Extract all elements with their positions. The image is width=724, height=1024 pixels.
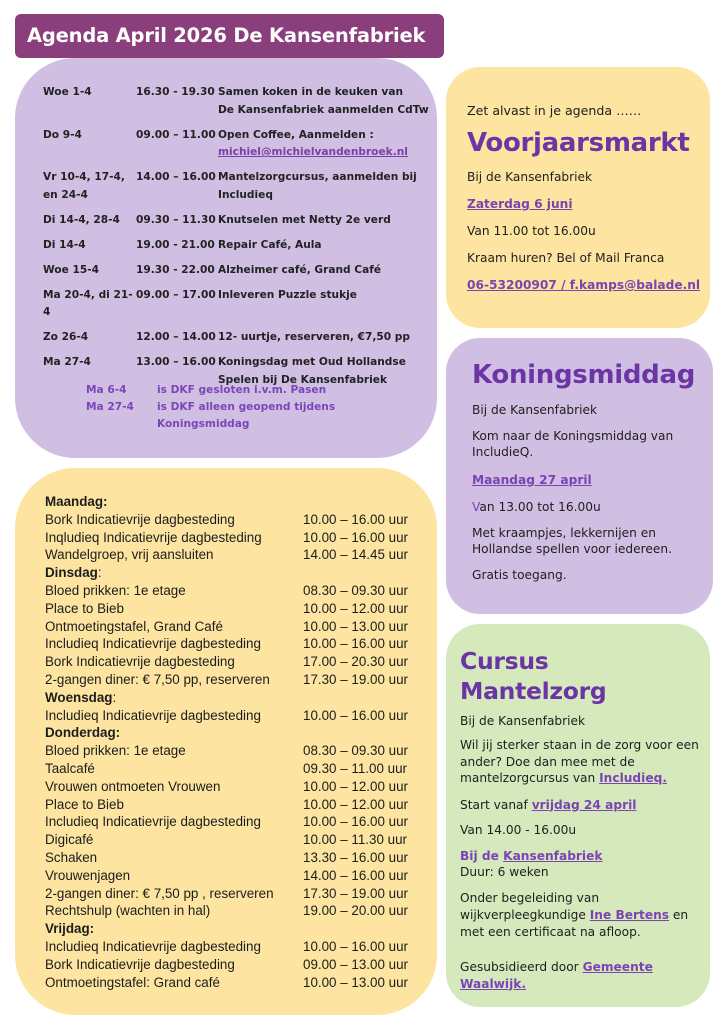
weekly-activity: Rechtshulp (wachten in hal) <box>45 903 211 919</box>
cursus-start-prefix: Start vanaf <box>460 797 532 812</box>
cursus-title: Cursus Mantelzorg <box>460 647 607 705</box>
weekly-time: 10.00 – 16.00 uur <box>303 707 408 723</box>
agenda-row <box>43 84 433 119</box>
weekly-time: 08.30 – 09.30 uur <box>303 743 408 759</box>
weekly-activity: Vrouwen ontmoeten Vrouwen <box>45 778 221 794</box>
weekly-row <box>45 742 415 760</box>
agenda-row <box>43 287 433 322</box>
cursus-subsidy <box>460 959 700 993</box>
cursus-guidance-suffix: en met een certificaat na afloop. <box>460 907 689 939</box>
weekly-activity: Bork Indicatievrije dagbesteding <box>45 956 235 972</box>
weekly-day-suffix: : <box>112 689 117 705</box>
weekly-row <box>45 582 415 600</box>
note-text: is DKF gesloten i.v.m. Pasen <box>157 384 327 396</box>
weekly-day-heading <box>45 493 415 511</box>
weekly-time: 08.30 – 09.30 uur <box>303 582 408 598</box>
agenda-time: 19.00 - 21.00 <box>136 238 215 251</box>
weekly-activity: 2-gangen diner: € 7,50 pp , reserveren <box>45 885 274 901</box>
koning-free: Gratis toegang. <box>472 568 567 582</box>
koning-location: Bij de Kansenfabriek <box>472 403 598 417</box>
agenda-desc: 12- uurtje, reserveren, €7,50 pp <box>218 331 410 343</box>
page-title: Agenda April 2026 De Kansenfabriek <box>15 14 444 58</box>
agenda-time: 09.00 – 11.00 <box>136 128 216 141</box>
agenda-desc-line: Koningsdag met Oud Hollandse <box>218 356 406 368</box>
weekly-activity: Taalcafé <box>45 760 95 776</box>
weekly-activity: Digicafé <box>45 832 94 848</box>
agenda-notes <box>86 382 416 433</box>
note-text <box>157 399 335 433</box>
agenda-row <box>43 329 433 347</box>
weekly-row <box>45 635 415 653</box>
koning-content <box>472 358 707 582</box>
cursus-subsidy-prefix: Gesubsidieerd door <box>460 959 583 974</box>
weekly-row <box>45 671 415 689</box>
agenda-date: Woe 15-4 <box>43 263 99 276</box>
agenda-note <box>86 382 416 399</box>
agenda-desc-line: Open Coffee, Aanmelden : <box>218 128 374 141</box>
weekly-time: 10.00 – 13.00 uur <box>303 618 408 634</box>
agenda-desc: Alzheimer café, Grand Café <box>218 263 382 276</box>
weekly-row <box>45 813 415 831</box>
agenda-date <box>43 169 136 204</box>
weekly-time: 17.00 – 20.30 uur <box>303 654 408 670</box>
weekly-row <box>45 867 415 885</box>
weekly-row <box>45 956 415 974</box>
weekly-row <box>45 618 415 636</box>
agenda-desc-line: Samen koken in de keuken van <box>218 86 404 98</box>
market-rent: Kraam huren? Bel of Mail Franca <box>467 251 665 265</box>
weekly-day-name: Donderdag: <box>45 725 121 741</box>
weekly-row <box>45 529 415 547</box>
agenda-desc: Knutselen met Netty 2e verd <box>218 213 391 226</box>
weekly-row <box>45 600 415 618</box>
agenda-time: 13.00 – 16.00 <box>136 356 216 368</box>
weekly-row <box>45 653 415 671</box>
weekly-row <box>45 707 415 725</box>
cursus-question-text: Wil jij sterker staan in de zorg voor een ander? Doe dan mee met de mantelzorgcursus van <box>460 738 699 785</box>
ine-bertens-link[interactable]: Ine Bertens <box>589 907 670 922</box>
agenda-panel <box>15 58 437 458</box>
weekly-activity: Place to Bieb <box>45 600 124 616</box>
weekly-time: 17.30 – 19.00 uur <box>303 885 408 901</box>
weekly-time: 19.00 – 20.00 uur <box>303 903 408 919</box>
agenda-date: Zo 26-4 <box>43 331 89 343</box>
weekly-time: 09.00 – 13.00 uur <box>303 956 408 972</box>
agenda-date-line: en 24-4 <box>43 188 88 201</box>
weekly-activity: Bork Indicatievrije dagbesteding <box>45 511 235 527</box>
agenda-time: 16.30 - 19.30 <box>136 86 215 98</box>
weekly-day-suffix: : <box>97 565 102 581</box>
weekly-row <box>45 974 415 992</box>
weekly-day-heading <box>45 724 415 742</box>
weekly-row <box>45 849 415 867</box>
agenda-date: Do 9-4 <box>43 128 82 141</box>
koning-hours-rest: an 13.00 tot 16.00u <box>479 500 601 514</box>
weekly-time: 10.00 – 12.00 uur <box>303 600 408 616</box>
agenda-time: 09.30 – 11.30 <box>136 213 216 226</box>
weekly-activity: Bloed prikken: 1e etage <box>45 743 186 759</box>
agenda-date: Woe 1-4 <box>43 86 92 98</box>
agenda-desc-line: Mantelzorgcursus, aanmelden bij <box>218 171 417 183</box>
weekly-row <box>45 778 415 796</box>
market-content <box>467 103 707 292</box>
agenda-row <box>43 127 433 162</box>
weekly-day-name: Dinsdag <box>45 565 98 581</box>
weekly-activity: Schaken <box>45 849 98 865</box>
cursus-start-link[interactable]: vrijdag 24 april <box>531 797 637 812</box>
weekly-row <box>45 546 415 564</box>
agenda-time: 14.00 – 16.00 <box>136 171 216 183</box>
weekly-day-heading <box>45 564 415 582</box>
weekly-time: 10.00 – 16.00 uur <box>303 636 408 652</box>
weekly-time: 17.30 – 19.00 uur <box>303 671 408 687</box>
market-contact-link[interactable]: 06-53200907 / f.kamps@balade.nl <box>467 278 701 292</box>
agenda-time: 09.00 – 17.00 <box>136 288 216 301</box>
agenda-desc-line: De Kansenfabriek aanmelden CdTw <box>218 103 429 116</box>
market-title: Voorjaarsmarkt <box>467 128 690 158</box>
agenda-row <box>43 212 433 230</box>
weekly-time: 10.00 – 13.00 uur <box>303 974 408 990</box>
weekly-activity: Bloed prikken: 1e etage <box>45 582 186 598</box>
weekly-activity: Inqludieq Indicatievrije dagbesteding <box>45 529 262 545</box>
cursus-panel <box>446 624 710 1007</box>
cursus-place <box>460 849 700 863</box>
note-date: Ma 6-4 <box>86 384 127 396</box>
weekly-activity: Includieq Indicatievrije dagbesteding <box>45 938 261 954</box>
gemeente-waalwijk-link[interactable]: Gemeente Waalwijk. <box>460 959 653 991</box>
cursus-guidance <box>460 890 700 941</box>
cursus-duration: Duur: 6 weken <box>460 864 549 879</box>
koning-invite: Kom naar de Koningsmiddag van IncludieQ. <box>472 429 674 459</box>
weekly-time: 13.30 – 16.00 uur <box>303 849 408 865</box>
weekly-time: 10.00 – 16.00 uur <box>303 529 408 545</box>
cursus-location: Bij de Kansenfabriek <box>460 714 586 728</box>
agenda-row <box>43 169 433 204</box>
weekly-row <box>45 938 415 956</box>
agenda-desc <box>218 84 433 119</box>
market-date-link[interactable]: Zaterdag 6 juni <box>467 197 573 211</box>
koning-panel <box>446 338 713 614</box>
agenda-row <box>43 262 433 280</box>
cursus-start <box>460 798 700 812</box>
weekly-activity: Vrouwenjagen <box>45 867 131 883</box>
weekly-activity: 2-gangen diner: € 7,50 pp, reserveren <box>45 671 270 687</box>
agenda-date: Ma 20-4, di 21-4 <box>43 288 133 318</box>
cursus-content <box>460 646 700 993</box>
cursus-guidance-prefix: Onder begeleiding van wijkverpleegkundige <box>460 890 600 922</box>
agenda-time: 19.30 - 22.00 <box>136 263 215 276</box>
weekly-row <box>45 902 415 920</box>
agenda-date: Ma 27-4 <box>43 356 91 368</box>
cursus-question <box>460 737 700 787</box>
weekly-schedule <box>45 493 415 991</box>
weekly-activity: Bork Indicatievrije dagbesteding <box>45 654 235 670</box>
agenda-desc <box>218 169 433 204</box>
weekly-activity: Wandelgroep, vrij aansluiten <box>45 547 214 563</box>
weekly-panel <box>15 468 437 1015</box>
includieq-link[interactable]: Includieq. <box>599 771 667 785</box>
koning-title: Koningsmiddag <box>472 360 696 390</box>
weekly-activity: Place to Bieb <box>45 796 124 812</box>
weekly-time: 10.00 – 16.00 uur <box>303 814 408 830</box>
weekly-time: 10.00 – 12.00 uur <box>303 778 408 794</box>
weekly-row <box>45 760 415 778</box>
agenda-desc-line: Spelen bij De Kansenfabriek <box>218 373 388 386</box>
market-location: Bij de Kansenfabriek <box>467 170 593 184</box>
weekly-day-name: Maandag: <box>45 494 108 509</box>
weekly-activity: Ontmoetingstafel: Grand café <box>45 974 220 990</box>
agenda-date: Di 14-4 <box>43 238 86 251</box>
weekly-row <box>45 796 415 814</box>
weekly-activity: Includieq Indicatievrije dagbesteding <box>45 636 261 652</box>
weekly-time: 09.30 – 11.00 uur <box>303 760 407 776</box>
weekly-activity: Ontmoetingstafel, Grand Café <box>45 618 223 634</box>
email-link-michiel[interactable]: michiel@michielvandenbroek.nl <box>218 146 408 158</box>
weekly-time: 10.00 – 16.00 uur <box>303 938 408 954</box>
note-text-line: Koningsmiddag <box>157 418 250 430</box>
agenda-table <box>43 84 433 397</box>
cursus-place-prefix: Bij de <box>460 848 504 863</box>
weekly-time: 10.00 – 12.00 uur <box>303 796 408 812</box>
note-text-line: is DKF alleen geopend tijdens <box>157 401 336 413</box>
weekly-row <box>45 511 415 529</box>
note-date: Ma 27-4 <box>86 401 134 413</box>
market-panel <box>446 67 710 328</box>
koning-date-link[interactable]: Maandag 27 april <box>472 473 592 487</box>
weekly-time: 10.00 – 16.00 uur <box>303 511 408 527</box>
weekly-time: 10.00 – 11.30 uur <box>303 832 407 848</box>
weekly-time: 14.00 – 16.00 uur <box>303 867 408 883</box>
weekly-day-name: Woensdag <box>45 689 113 705</box>
agenda-desc-line: Includieq <box>218 188 273 201</box>
agenda-date-line: Vr 10-4, 17-4, <box>43 171 125 183</box>
weekly-activity: Includieq Indicatievrije dagbesteding <box>45 814 261 830</box>
weekly-day-name: Vrijdag: <box>45 921 95 937</box>
weekly-time: 14.00 – 14.45 uur <box>303 547 408 563</box>
weekly-day-heading <box>45 689 415 707</box>
koning-desc: Met kraampjes, lekkernijen en Hollandse spellen voor iedereen. <box>472 526 672 556</box>
cursus-hours: Van 14.00 - 16.00u <box>460 822 577 837</box>
weekly-day-heading <box>45 920 415 938</box>
weekly-activity: Includieq Indicatievrije dagbesteding <box>45 707 261 723</box>
weekly-row <box>45 831 415 849</box>
market-intro: Zet alvast in je agenda …… <box>467 103 642 118</box>
kansenfabriek-link[interactable]: Kansenfabriek <box>503 848 603 863</box>
agenda-date: Di 14-4, 28-4 <box>43 213 120 226</box>
agenda-note <box>86 399 416 433</box>
weekly-row <box>45 885 415 903</box>
agenda-desc <box>218 127 433 162</box>
market-hours: Van 11.00 tot 16.00u <box>467 224 596 238</box>
koning-hours <box>472 500 707 514</box>
koning-hours-first: V <box>472 500 480 514</box>
agenda-time: 12.00 – 14.00 <box>136 331 216 343</box>
agenda-row <box>43 237 433 255</box>
agenda-desc: Repair Café, Aula <box>218 238 322 251</box>
agenda-desc: Inleveren Puzzle stukje <box>218 288 357 301</box>
